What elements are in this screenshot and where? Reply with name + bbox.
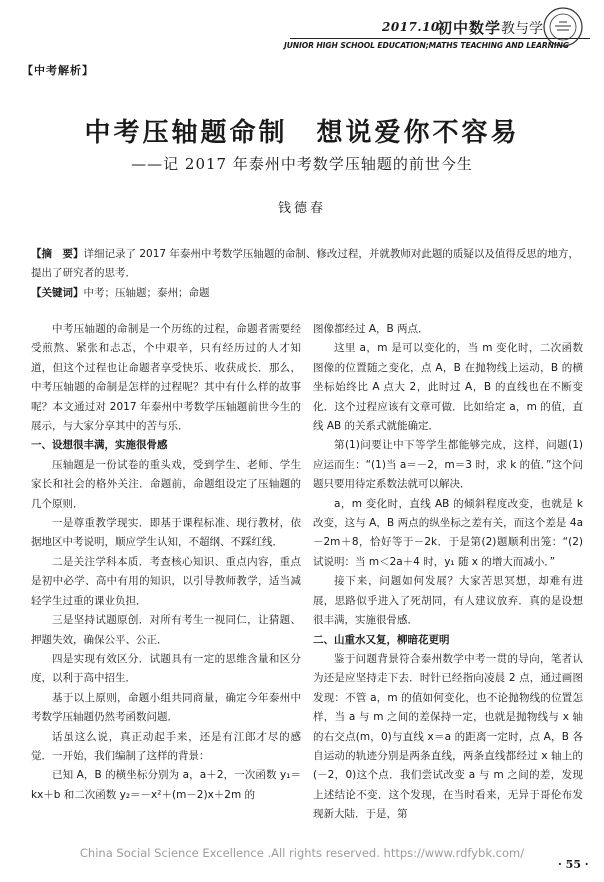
keywords-text: 中考；压轴题；泰州；命题 (83, 287, 210, 299)
paragraph: 三是坚持试题原创．对所有考生一视同仁，让猜题、押题失效，确保公平、公正． (31, 614, 301, 646)
page-number: · 55 · (558, 858, 589, 871)
paragraph: 压轴题是一份试卷的重头戏，受到学生、老师、学生家长和社会的格外关注．命题前，命题组设定了压轴题的几个原则． (31, 458, 301, 510)
article-subtitle: ——记 2017 年泰州中考数学压轴题的前世今生 (131, 155, 473, 173)
journal-english-name: JUNIOR HIGH SCHOOL EDUCATION;MATHS TEACHING AND LEARNING (284, 41, 570, 50)
author-name: 钱德春 (277, 201, 326, 216)
abstract-text: 详细记录了 2017 年泰州中考数学压轴题的命制、修改过程，并就教师对此题的质疑以及值得反思的地方，提出了研究者的思考． (31, 248, 579, 279)
paragraph: 这里 a，m 是可以变化的，当 m 变化时，二次函数图像的位置随之变化，点 A，B 在抛物线上运动，B 的横坐标始终比 A 点大 2，此时过 A，B 的直线也在不断变化．这个过程应该有文章可做．比如给定 a，m 的值，直线 AB 的关系式就能确定． (313, 342, 583, 433)
paragraph: 话虽这么说，真正动起手来，还是有江郎才尽的感觉．一开始，我们编制了这样的背景： (31, 730, 301, 762)
paragraph: 基于以上原则，命题小组共同商量，确定今年泰州中考数学压轴题仍然考函数问题． (31, 691, 301, 724)
paragraph: 四是实现有效区分．试题具有一定的思维含量和区分度，以利于高中招生． (31, 652, 301, 685)
section-tag: 【中考解析】 (22, 64, 94, 77)
journal-name (437, 17, 543, 38)
abstract-label: 【摘 要】 (31, 248, 84, 260)
journal-name-tail: 教与学 (501, 21, 544, 37)
section-heading: 一、设想很丰满，实施很骨感 (31, 439, 168, 452)
section-heading: 二、山重水又复，柳暗花更明 (313, 633, 450, 646)
paragraph: 鉴于问题背景符合泰州数学中考一贯的导向，笔者认为还是应坚持走下去．时针已经指向凌晨 2 点，通过画图发现：不管 a，m 的值如何变化，也不论抛物线的位置怎样，当 a 与 m 之间的差保持一定，也就是抛物线与 x 轴的右交点(m，0)与直线 x＝a 的距离一定时，点 A，B 各自运动的轨迹分别是两条直线，两条直线都经过 x 轴上的(－2，0)这个点．我们尝试改变 a 与 m 之间的差，发现上述结论不变．这个发现，在当时看来，无异于哥伦布发现新大陆．于是，第 (313, 652, 583, 821)
abstract (31, 245, 579, 283)
right-column (313, 320, 583, 825)
paragraph: 第(1)问要让中下等学生都能够完成，这样，问题(1)应运而生：“(1)当 a＝－2，m＝3 时，求 k 的值．”这个问题只要用待定系数法就可以解决． (313, 439, 583, 491)
keywords (31, 284, 579, 303)
paragraph: 图像都经过 A，B 两点． (313, 323, 429, 335)
footer-watermark: China Social Science Excellence .All rights reserved. https://www.rdfybk.com/ (79, 846, 525, 860)
article-title: 中考压轴题命制 想说爱你不容易 (84, 118, 520, 148)
paragraph: 中考压轴题的命制是一个历练的过程，命题者需要经受煎熬、紧张和忐忑，个中艰辛，只有经历过的人才知道，但这个过程也让命题者享受快乐、收获成长．那么，中考压轴题的命制是怎样的过程呢？其中有什么样的故事呢？本文通过对 2017 年泰州中考数学压轴题前世今生的展示，与大家分享其中的苦与乐． (31, 323, 301, 433)
issue-number: 2017.10 (382, 20, 440, 34)
journal-seal-icon (542, 6, 584, 48)
paragraph: 已知 A，B 的横坐标分别为 a，a＋2，一次函数 y₁＝kx＋b 和二次函数 y₂＝－x²＋(m－2)x＋2m 的 (31, 769, 301, 801)
running-header (0, 0, 604, 60)
paragraph: 接下来，问题如何发展？大家苦思冥想，却难有进展，思路似乎进入了死胡同，有人建议放弃．真的是设想很丰满，实施很骨感． (313, 575, 583, 627)
left-column (31, 320, 301, 805)
paragraph: 一是尊重教学现实．即基于课程标准、现行教材，依据地区中考说明，顺应学生认知，不超纲、不踩红线． (31, 517, 301, 549)
paragraph: 二是关注学科本质．考查核心知识、重点内容，重点是初中必学、高中有用的知识，以引导教师教学，适当减轻学生过重的课业负担． (31, 555, 301, 607)
paragraph: a，m 变化时，直线 AB 的倾斜程度改变，也就是 k 改变，这与 A，B 两点的纵坐标之差有关，而这个差是 4a－2m＋8，恰好等于－2k．于是第(2)题顺利出笼：“(2)试说明：当 m＜2a＋4 时，y₁ 随 x 的增大而减小．” (313, 497, 583, 568)
journal-name-main: 初中数学 (437, 19, 502, 37)
keywords-label: 【关键词】 (31, 287, 84, 299)
